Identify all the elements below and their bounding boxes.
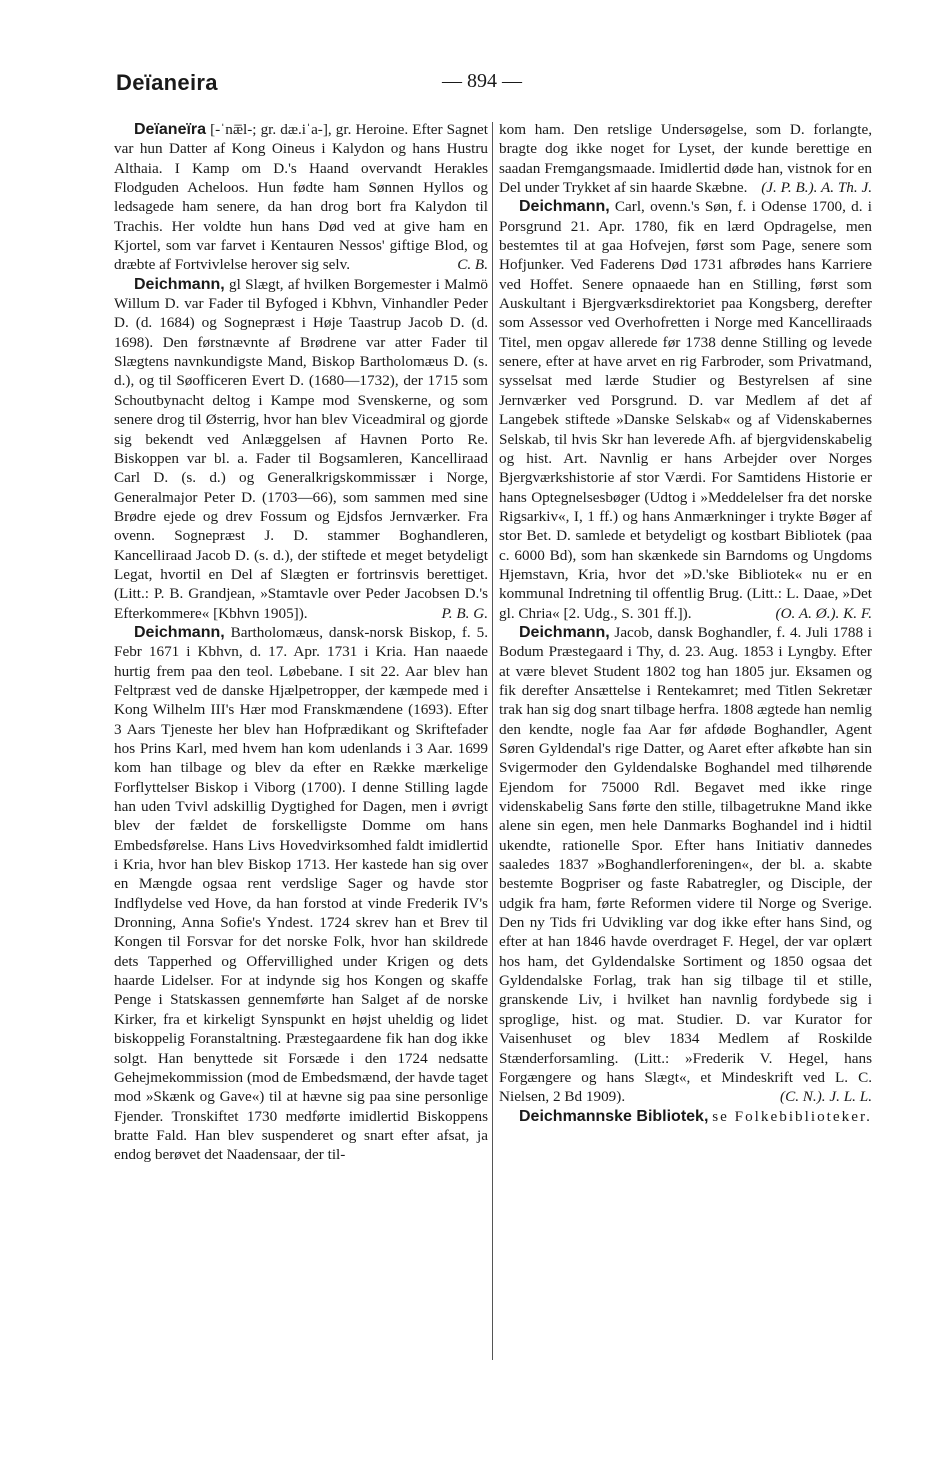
page-number: — 894 —	[442, 70, 522, 92]
headword-deichmannske-bibliotek: Deichmannske Bibliotek,	[519, 1107, 709, 1125]
author-signature: (O. A. Ø.). K. F.	[775, 604, 872, 622]
entry-continuation	[499, 120, 872, 197]
entry-deichmann-carl	[499, 197, 872, 623]
entry-text: Jacob, dansk Boghandler, f. 4. Juli 1788 i Bodum Præstegaard i Thy, d. 23. Aug. 1853 i Lyngby. Efter at være blevet Student 1802 tog han 1805 jur. Eksamen og fik derefter Ansættelse i Rentekamret; med Titlen Sekretær trak han sig dog snart tilbage herfra. 1808 ægtede han nemlig den kendte, nogle faa Aar før afdøde Boghandler, Agent Søren Gyldendal's rige Datter, og Aaret efter afkøbte han sin Svigermoder den Gyldendalske Boghandel med tilhørende Ejendom for 75000 Rdl. Begavet med ikke ringe videnskabelig Sans førte den stille, tilbagetrukne Mand ikke alene sin egen, men hele Danmarks Boghandel ind i hidtil ukendte, rationelle Spor. Efter hans Initiativ dannedes saaledes 1837 »Boghandlerforeningen«, der bl. a. skabte bestemte Bogpriser og faste Rabatregler, og Disciple, der udgik fra ham, førte Reformen videre til Norge og Sverige. Den ny Tids fri Udvikling var dog ikke efter hans Sind, og efter at han 1846 havde overdraget F. Hegel, der var oplært hos ham, det Gyldendalske Sortiment og 1850 ogsaa det Gyldendalske Forlag, trak han sig tilbage til et stille, granskende Liv, i hvilket han navnlig fordybede sig i sproglige, hist. og mat. Studier. D. var Kurator for Vaisenhuset og blev 1834 Medlem af Roskilde Stænderforsamling. (Litt.: »Frederik V. Hegel, hans Forgængere og hans Slægt«, et Mindeskrift ved L. C. Nielsen, 2 Bd 1909).	[499, 623, 873, 1106]
author-signature: (J. P. B.). A. Th. J.	[761, 179, 872, 197]
entry-text: kom ham. Den retslige Undersøgelse, som D. forlangte, bragte dog ikke noget for Lyset, der kunde berettige en saadan Fremgangsmaade. Imidlertid døde han, vistnok for en Del under Trykket af sin haarde Skæbne.	[499, 121, 872, 197]
author-signature: (C. N.). J. L. L.	[780, 1088, 872, 1106]
page-header	[116, 70, 876, 100]
entry-deianeira	[114, 120, 488, 275]
author-signature: C. B.	[457, 256, 488, 274]
column-divider	[492, 122, 493, 1360]
author-signature: P. B. G.	[441, 604, 488, 622]
cross-reference: se Folkebiblioteker.	[712, 1107, 872, 1125]
left-column	[114, 120, 488, 1165]
entry-text: Carl, ovenn.'s Søn, f. i Odense 1700, d. i Porsgrund 21. Apr. 1780, fik en lærd Opdragelse, men bestemtes til at gaa Hofvejen, først som Page, senere som Hofjunker. Ved Faderens Død 1731 afbrødes hans Karriere ved Hoffet. Senere opnaaede han en Stilling, først som Auskultant i Bjergværksdirektoriet paa Kongsberg, derefter som Assessor ved Overhofretten i Norge med Kancelliraads Titel, men opgav allerede før 1738 denne Stilling og levede senere, efter at have arvet en rig Farbroder, som Privatmand, sysselsat med lærde Studier og Bestyrelsen af sine Jernværker ved Porsgrund. D. var Medlem af det af Langebek stiftede »Danske Selskab« og af Videnskabernes Selskab, til hvis Skr han leverede Afh. af bjergvidenskabelig og hist. Art. Navnlig er hans Arbejder over Norges Bjergværkshistorie af stor Værdi. For Samtidens Historie er hans Optegnelsesbøger (Udtog i »Meddelelser fra det norske Rigsarkiv«, I, 1 ff.) og hans Anmærkninger i trykte Bøger af stor Bet. D. samlede et betydeligt og kostbart Bibliotek (paa c. 6000 Bd), som han skænkede sin Barndoms og Ungdoms Hjemstavn, Kria, hvor det »D.'ske Bibliotek« nu er en kommunal Indretning til offentlig Brug. (Litt.: L. Daae, »Det gl. Chria« [2. Udg., S. 301 ff.]).	[499, 198, 872, 622]
right-column	[499, 120, 872, 1126]
headword-deianeira: Deïaneïra	[134, 121, 207, 138]
entry-deichmann-family	[114, 275, 488, 623]
entry-text: [-ˈnæ̅l-; gr. dæ.iˈa-], gr. Heroine. Efter Sagnet var hun Datter af Kong Oineus i Kalydon og hans Hustru Althaia. I Kamp om D.'s Haand overvandt Herakles Flodguden Acheloos. Hun fødte ham Sønnen Hyllos og ledsagede ham senere, da han drog bort fra Kalydon til Trachis. Her voldte hun hans Død ved at give ham en Kjortel, som var farvet i Kentauren Nessos' giftige Blod, og dræbte af Fortvivlelse herover sig selv.	[114, 121, 489, 274]
headword-deichmann-jacob: Deichmann,	[519, 623, 610, 641]
entry-text: Bartholomæus, dansk-norsk Biskop, f. 5. Febr 1671 i Kbhvn, d. 17. Apr. 1731 i Kria. Han naaede hurtig frem paa den teol. Løbebane. I sit 22. Aar blev han Feltpræst ved de danske Hjælpetropper, der kæmpede med i Kong Wilhelm III's Hær mod Franskmændene (1693). Efter 3 Aars Tjeneste her blev han Hofprædikant og Skriftefader hos Prins Karl, med hvem han kom udenlands i 3 Aar. 1699 kom han tilbage og blev da efter en Række mærkelige Forflyttelser Biskop i Viborg (1700). I denne Stilling lagde han uden Tvivl adskillig Dygtighed for Dagen, men i øvrigt blev der fældet de forskelligste Domme om hans Embedsførelse. Hans Livs Hovedvirksomhed faldt imidlertid i Kria, hvor han blev Biskop 1713. Her kastede han sig over en Mængde ogsaa rent verdslige Sager og havde stor Indflydelse ved Hove, da han forstod at vinde Frederik IV's Dronning, Anna Sofie's Yndest. 1724 skrev han et Brev til Kongen til Forsvar for det norske Folk, hvor han skildrede dets Tapperhed og Offervillighed under Krigen og dets haarde Lidelser. For at indynde sig hos Kongen og skaffe Penge i Statskassen gennemførte han Salget af de norske Kirker, fra et kirkeligt Synspunkt en højst uheldig og lidet biskoppelig Foranstaltning. Præstegaardene fik han dog ikke solgt. Han benyttede sit Forsæde i den 1724 nedsatte Gehejmekommission (mod de Embedsmænd, der havde taget mod »Skænk og Gave«) til at hævne sig paa sine personlige Fjender. Tronskiftet 1730 medførte imidlertid Biskoppens bratte Fald. Han blev suspenderet og snart efter afsat, ja endog berøvet det Naadensaar, der til-	[114, 623, 488, 1164]
headword-deichmann-bartholomaeus: Deichmann,	[134, 623, 225, 641]
entry-deichmann-jacob	[499, 623, 872, 1107]
headword-deichmann-family: Deichmann,	[134, 275, 225, 293]
entry-deichmannske-bibliotek	[499, 1107, 872, 1126]
running-head: Deïaneira	[116, 70, 218, 95]
headword-deichmann-carl: Deichmann,	[519, 198, 610, 216]
entry-text: gl Slægt, af hvilken Borgemester i Malmö Willum D. var Fader til Byfoged i Kbhvn, Vinhandler Peder D. (d. 1684) og Sognepræst i Høje Taastrup Jacob D. (d. 1698). Den førstnævnte af Brødrene var atter Fader til Slægtens navnkundigste Mand, Biskop Bartholomæus D. (s. d.), og til Søofficeren Evert D. (1680—1732), der 1715 som Schoutbynacht deltog i Kampe mod Svenskerne, og som senere drog til Østerrig, hvor han blev Viceadmiral og gjorde sig bekendt ved Anlæggelsen af Havnen Porto Re. Biskoppen var bl. a. Fader til Bogsamleren, Kancelliraad Carl D. (s. d.) og Generalkrigskommissær i Norge, Generalmajor Peter D. (1703—66), som sammen med sine Brødre ejede og drev Fossum og Ejdsfos Jernværker. Fra ovenn. Sognepræst J. D. stammer Boghandleren, Kancelliraad Jacob D. (s. d.), der stiftede et meget betydeligt Legat, hvortil en Del af Slægten er fortrinsvis berettiget. (Litt.: P. B. Grandjean, »Stamtavle over Peder Jacobsen D.'s Efterkommere« [Kbhvn 1905]).	[114, 275, 489, 622]
entry-deichmann-bartholomaeus	[114, 623, 488, 1165]
